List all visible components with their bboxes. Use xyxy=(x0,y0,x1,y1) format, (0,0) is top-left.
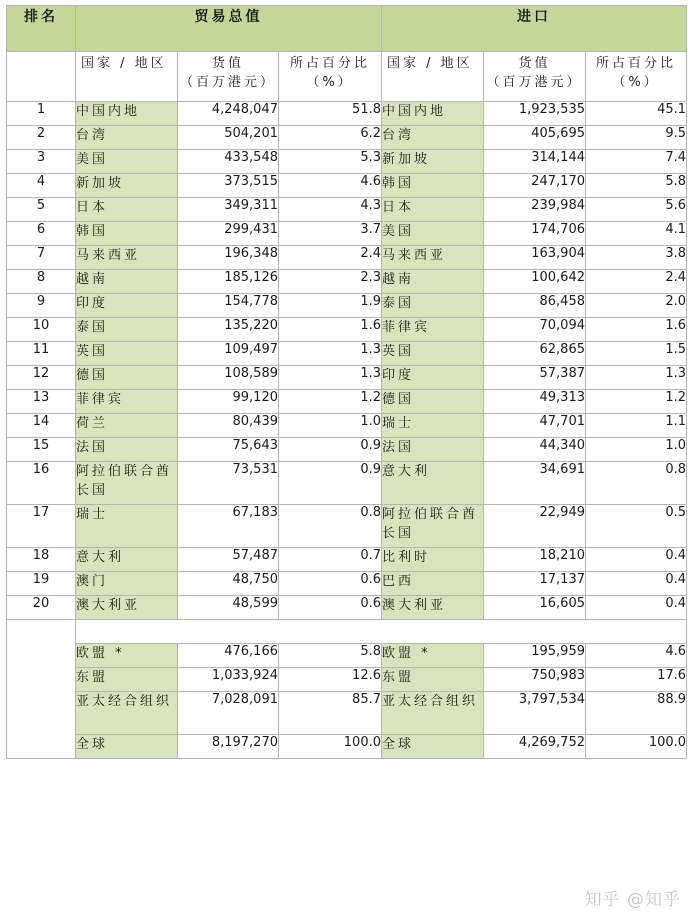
import-share-cell: 0.8 xyxy=(586,462,687,505)
table-row xyxy=(7,572,687,596)
rank-cell xyxy=(7,692,76,735)
total-value-cell: 196,348 xyxy=(178,246,279,270)
import-share-cell: 7.4 xyxy=(586,150,687,174)
total-country-cell: 亚太经合组织 xyxy=(76,692,178,735)
import-value-cell: 247,170 xyxy=(484,174,586,198)
import-share-cell: 1.2 xyxy=(586,390,687,414)
total-share-cell: 2.3 xyxy=(279,270,382,294)
import-value-cell: 22,949 xyxy=(484,505,586,548)
total-country-cell: 阿拉伯联合酋长国 xyxy=(76,462,178,505)
import-country-cell: 比利时 xyxy=(382,548,484,572)
total-value-cell: 99,120 xyxy=(178,390,279,414)
table-row xyxy=(7,174,687,198)
rank-cell: 13 xyxy=(7,390,76,414)
total-value-cell: 108,589 xyxy=(178,366,279,390)
import-country-cell: 马来西亚 xyxy=(382,246,484,270)
table-row xyxy=(7,414,687,438)
total-value-cell: 8,197,270 xyxy=(178,735,279,759)
table-row xyxy=(7,270,687,294)
import-value-cell: 44,340 xyxy=(484,438,586,462)
table-row xyxy=(7,596,687,620)
import-country-cell: 东盟 xyxy=(382,668,484,692)
table-row xyxy=(7,505,687,548)
total-value-header: 货值 （百万港元） xyxy=(178,52,279,102)
total-value-cell: 154,778 xyxy=(178,294,279,318)
total-share-cell: 1.3 xyxy=(279,366,382,390)
table-row xyxy=(7,390,687,414)
table-row xyxy=(7,438,687,462)
total-country-cell: 澳门 xyxy=(76,572,178,596)
total-value-cell: 504,201 xyxy=(178,126,279,150)
total-share-cell: 6.2 xyxy=(279,126,382,150)
spacer-cell xyxy=(76,620,687,644)
rank-cell: 11 xyxy=(7,342,76,366)
import-country-cell: 法国 xyxy=(382,438,484,462)
total-share-cell: 1.3 xyxy=(279,342,382,366)
import-value-cell: 49,313 xyxy=(484,390,586,414)
import-share-cell: 1.1 xyxy=(586,414,687,438)
rank-cell: 7 xyxy=(7,246,76,270)
header-row xyxy=(7,6,687,52)
total-country-cell: 台湾 xyxy=(76,126,178,150)
rank-cell: 10 xyxy=(7,318,76,342)
import-share-cell: 5.6 xyxy=(586,198,687,222)
total-share-cell: 1.6 xyxy=(279,318,382,342)
total-country-cell: 德国 xyxy=(76,366,178,390)
import-country-cell: 阿拉伯联合酋长国 xyxy=(382,505,484,548)
import-value-cell: 70,094 xyxy=(484,318,586,342)
import-value-cell: 62,865 xyxy=(484,342,586,366)
import-value-cell: 174,706 xyxy=(484,222,586,246)
rank-cell: 4 xyxy=(7,174,76,198)
total-country-cell: 欧盟 * xyxy=(76,644,178,668)
total-country-cell: 瑞士 xyxy=(76,505,178,548)
table-row xyxy=(7,294,687,318)
total-share-cell: 1.9 xyxy=(279,294,382,318)
rank-cell: 3 xyxy=(7,150,76,174)
total-share-cell: 0.9 xyxy=(279,462,382,505)
total-value-cell: 80,439 xyxy=(178,414,279,438)
total-value-cell: 48,750 xyxy=(178,572,279,596)
import-value-cell: 34,691 xyxy=(484,462,586,505)
rank-cell: 16 xyxy=(7,462,76,505)
import-value-cell: 86,458 xyxy=(484,294,586,318)
import-share-cell: 100.0 xyxy=(586,735,687,759)
import-country-cell: 巴西 xyxy=(382,572,484,596)
import-value-cell: 239,984 xyxy=(484,198,586,222)
import-country-cell: 菲律宾 xyxy=(382,318,484,342)
import-country-cell: 印度 xyxy=(382,366,484,390)
import-value-cell: 17,137 xyxy=(484,572,586,596)
import-country-cell: 中国内地 xyxy=(382,102,484,126)
total-country-cell: 中国内地 xyxy=(76,102,178,126)
import-share-cell: 4.1 xyxy=(586,222,687,246)
table-row xyxy=(7,246,687,270)
total-share-cell: 0.7 xyxy=(279,548,382,572)
import-share-cell: 9.5 xyxy=(586,126,687,150)
total-share-cell: 0.6 xyxy=(279,596,382,620)
rank-cell: 14 xyxy=(7,414,76,438)
table-row xyxy=(7,548,687,572)
import-share-cell: 0.4 xyxy=(586,596,687,620)
total-country-cell: 意大利 xyxy=(76,548,178,572)
table-row xyxy=(7,342,687,366)
total-value-cell: 299,431 xyxy=(178,222,279,246)
import-country-cell: 台湾 xyxy=(382,126,484,150)
total-value-cell: 67,183 xyxy=(178,505,279,548)
import-share-cell: 2.0 xyxy=(586,294,687,318)
total-value-cell: 109,497 xyxy=(178,342,279,366)
table-row xyxy=(7,462,687,505)
total-trade-header: 贸易总值 xyxy=(76,6,382,52)
import-value-cell: 100,642 xyxy=(484,270,586,294)
import-share-cell: 45.1 xyxy=(586,102,687,126)
table-row xyxy=(7,318,687,342)
table-row xyxy=(7,102,687,126)
import-value-cell: 1,923,535 xyxy=(484,102,586,126)
import-country-cell: 德国 xyxy=(382,390,484,414)
total-country-cell: 荷兰 xyxy=(76,414,178,438)
total-share-cell: 4.6 xyxy=(279,174,382,198)
total-value-cell: 433,548 xyxy=(178,150,279,174)
total-share-cell: 0.8 xyxy=(279,505,382,548)
import-share-cell: 1.6 xyxy=(586,318,687,342)
total-value-cell: 4,248,047 xyxy=(178,102,279,126)
summary-row xyxy=(7,735,687,759)
total-country-cell: 泰国 xyxy=(76,318,178,342)
import-share-cell: 0.4 xyxy=(586,572,687,596)
rank-cell: 5 xyxy=(7,198,76,222)
subheader-row xyxy=(7,52,687,102)
rank-cell xyxy=(7,668,76,692)
total-country-cell: 韩国 xyxy=(76,222,178,246)
import-country-cell: 瑞士 xyxy=(382,414,484,438)
import-value-cell: 18,210 xyxy=(484,548,586,572)
import-share-cell: 1.3 xyxy=(586,366,687,390)
import-share-cell: 5.8 xyxy=(586,174,687,198)
rank-subheader-blank xyxy=(7,52,76,102)
total-share-cell: 5.8 xyxy=(279,644,382,668)
import-country-cell: 意大利 xyxy=(382,462,484,505)
import-country-cell: 新加坡 xyxy=(382,150,484,174)
rank-cell: 6 xyxy=(7,222,76,246)
watermark: 知乎 @知乎 xyxy=(584,890,681,910)
import-share-cell: 0.5 xyxy=(586,505,687,548)
total-share-cell: 5.3 xyxy=(279,150,382,174)
rank-cell xyxy=(7,620,76,644)
total-share-cell: 85.7 xyxy=(279,692,382,735)
summary-row xyxy=(7,668,687,692)
import-value-cell: 47,701 xyxy=(484,414,586,438)
total-value-cell: 185,126 xyxy=(178,270,279,294)
import-value-header: 货值 （百万港元） xyxy=(484,52,586,102)
summary-row xyxy=(7,644,687,668)
total-country-cell: 美国 xyxy=(76,150,178,174)
import-country-cell: 越南 xyxy=(382,270,484,294)
import-share-cell: 4.6 xyxy=(586,644,687,668)
total-country-cell: 法国 xyxy=(76,438,178,462)
total-value-cell: 73,531 xyxy=(178,462,279,505)
import-share-cell: 2.4 xyxy=(586,270,687,294)
import-header: 进口 xyxy=(382,6,687,52)
total-share-cell: 12.6 xyxy=(279,668,382,692)
import-value-cell: 314,144 xyxy=(484,150,586,174)
rank-cell: 9 xyxy=(7,294,76,318)
import-country-cell: 欧盟 * xyxy=(382,644,484,668)
total-value-cell: 57,487 xyxy=(178,548,279,572)
total-country-cell: 马来西亚 xyxy=(76,246,178,270)
import-share-cell: 3.8 xyxy=(586,246,687,270)
import-share-cell: 0.4 xyxy=(586,548,687,572)
import-country-cell: 英国 xyxy=(382,342,484,366)
import-country-cell: 亚太经合组织 xyxy=(382,692,484,735)
table-row xyxy=(7,126,687,150)
import-country-cell: 泰国 xyxy=(382,294,484,318)
total-value-cell: 135,220 xyxy=(178,318,279,342)
rank-cell: 12 xyxy=(7,366,76,390)
rank-cell: 8 xyxy=(7,270,76,294)
trade-table xyxy=(6,5,687,759)
rank-cell xyxy=(7,644,76,668)
rank-cell: 15 xyxy=(7,438,76,462)
total-share-cell: 51.8 xyxy=(279,102,382,126)
total-share-cell: 4.3 xyxy=(279,198,382,222)
total-value-cell: 1,033,924 xyxy=(178,668,279,692)
import-country-cell: 美国 xyxy=(382,222,484,246)
import-country-cell: 韩国 xyxy=(382,174,484,198)
rank-cell: 20 xyxy=(7,596,76,620)
import-share-cell: 17.6 xyxy=(586,668,687,692)
table-row xyxy=(7,222,687,246)
total-country-cell: 东盟 xyxy=(76,668,178,692)
total-country-cell: 澳大利亚 xyxy=(76,596,178,620)
total-country-cell: 菲律宾 xyxy=(76,390,178,414)
total-value-cell: 349,311 xyxy=(178,198,279,222)
import-country-header: 国家 / 地区 xyxy=(382,52,484,102)
table-row xyxy=(7,150,687,174)
import-value-cell: 195,959 xyxy=(484,644,586,668)
total-share-cell: 1.2 xyxy=(279,390,382,414)
summary-row xyxy=(7,692,687,735)
total-country-cell: 新加坡 xyxy=(76,174,178,198)
import-value-cell: 163,904 xyxy=(484,246,586,270)
import-share-cell: 1.0 xyxy=(586,438,687,462)
total-value-cell: 7,028,091 xyxy=(178,692,279,735)
total-country-cell: 越南 xyxy=(76,270,178,294)
total-value-cell: 476,166 xyxy=(178,644,279,668)
import-share-cell: 88.9 xyxy=(586,692,687,735)
import-value-cell: 405,695 xyxy=(484,126,586,150)
total-value-cell: 75,643 xyxy=(178,438,279,462)
total-share-cell: 0.6 xyxy=(279,572,382,596)
import-share-cell: 1.5 xyxy=(586,342,687,366)
rank-cell: 2 xyxy=(7,126,76,150)
rank-cell: 19 xyxy=(7,572,76,596)
import-country-cell: 日本 xyxy=(382,198,484,222)
import-value-cell: 57,387 xyxy=(484,366,586,390)
total-country-header: 国家 / 地区 xyxy=(76,52,178,102)
total-share-cell: 0.9 xyxy=(279,438,382,462)
total-share-cell: 1.0 xyxy=(279,414,382,438)
rank-cell: 1 xyxy=(7,102,76,126)
total-share-cell: 2.4 xyxy=(279,246,382,270)
total-country-cell: 全球 xyxy=(76,735,178,759)
total-share-cell: 100.0 xyxy=(279,735,382,759)
total-value-cell: 48,599 xyxy=(178,596,279,620)
table-row xyxy=(7,198,687,222)
total-value-cell: 373,515 xyxy=(178,174,279,198)
total-country-cell: 日本 xyxy=(76,198,178,222)
rank-cell xyxy=(7,735,76,759)
total-share-cell: 3.7 xyxy=(279,222,382,246)
spacer-row xyxy=(7,620,687,644)
table-row xyxy=(7,366,687,390)
import-value-cell: 16,605 xyxy=(484,596,586,620)
rank-header: 排名 xyxy=(7,6,76,52)
import-country-cell: 全球 xyxy=(382,735,484,759)
rank-cell: 17 xyxy=(7,505,76,548)
import-value-cell: 3,797,534 xyxy=(484,692,586,735)
total-country-cell: 英国 xyxy=(76,342,178,366)
import-value-cell: 750,983 xyxy=(484,668,586,692)
import-share-header: 所占百分比 （%） xyxy=(586,52,687,102)
import-country-cell: 澳大利亚 xyxy=(382,596,484,620)
import-value-cell: 4,269,752 xyxy=(484,735,586,759)
total-share-header: 所占百分比 （%） xyxy=(279,52,382,102)
rank-cell: 18 xyxy=(7,548,76,572)
total-country-cell: 印度 xyxy=(76,294,178,318)
